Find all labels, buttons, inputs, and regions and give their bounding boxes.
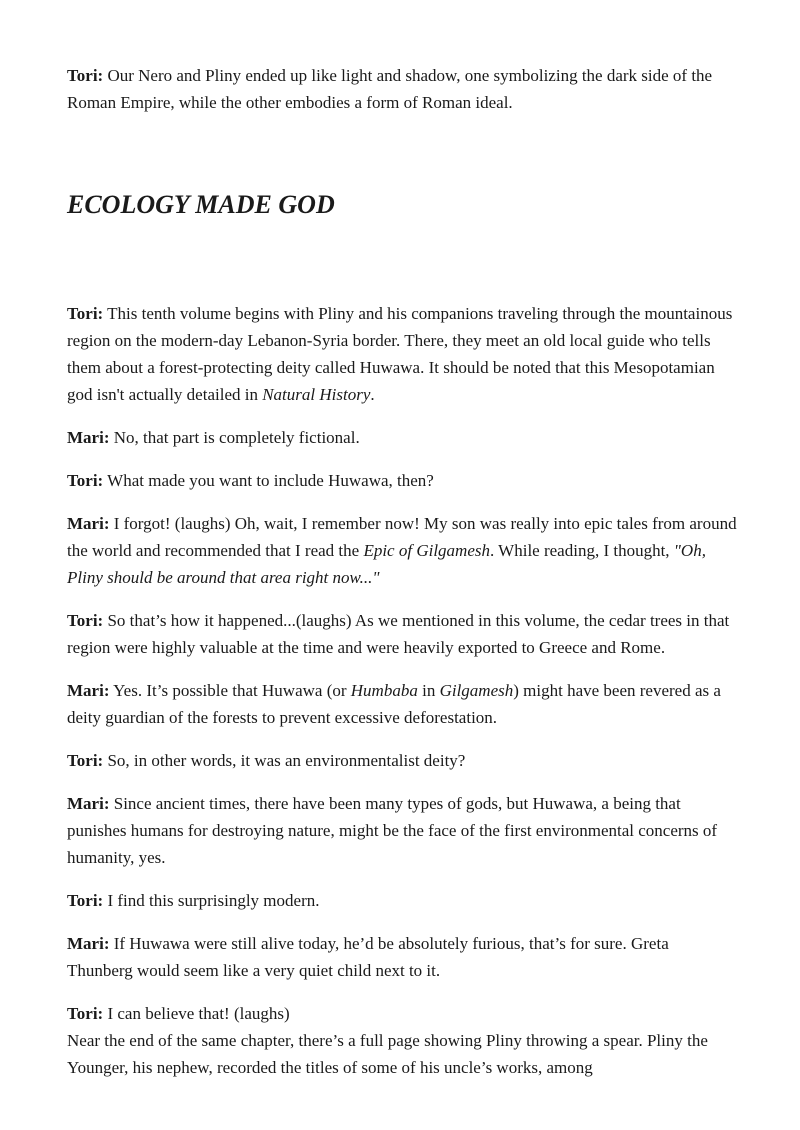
article-page [67,62,737,1097]
book-title: Natural History [262,385,371,404]
dialogue-paragraph [67,790,737,871]
paragraph-text: Our Nero and Pliny ended up like light and shadow, one symbolizing the dark side of the Roman Empire, while the other embodies a form of Roman ideal. [67,66,713,112]
intro-paragraph [67,62,737,116]
paragraph-text: . While reading, I thought, [489,541,674,560]
speaker-name: Tori: [67,891,104,910]
paragraph-text: I find this surprisingly modern. [103,891,320,910]
dialogue-paragraph [67,1000,737,1081]
book-title: Gilgamesh [439,681,514,700]
dialogue-paragraph [67,747,737,774]
deity-name: Humbaba [350,681,418,700]
paragraph-continuation: Near the end of the same chapter, there’s a full page showing Pliny throwing a spear. Pliny the Younger, his nephew, recorded the titles of some of his uncle’s works, among [67,1031,708,1077]
paragraph-text: No, that part is completely fictional. [109,428,360,447]
paragraph-text: If Huwawa were still alive today, he’d be absolutely furious, that’s for sure. Greta Thunberg would seem like a very quiet child next to it. [67,934,669,980]
paragraph-text: ) might have been revered as a deity guardian of the forests to prevent excessive deforestation. [67,681,721,727]
dialogue-paragraph [67,930,737,984]
paragraph-text: in [417,681,440,700]
dialogue-paragraph [67,887,737,914]
paragraph-text: What made you want to include Huwawa, then? [103,471,434,490]
paragraph-text: I forgot! (laughs) Oh, wait, I remember now! My son was really into epic tales from around the world and recommended that I read the [67,514,737,560]
speaker-name: Mari: [67,514,110,533]
paragraph-text: I can believe that! (laughs) [103,1004,290,1023]
paragraph-text: So that’s how it happened...(laughs) As we mentioned in this volume, the cedar trees in that region were highly valuable at the time and were heavily exported to Greece and Rome. [67,611,730,657]
book-title: Epic of Gilgamesh [363,541,490,560]
paragraph-text: So, in other words, it was an environmentalist deity? [103,751,466,770]
dialogue-paragraph [67,607,737,661]
dialogue-paragraph [67,510,737,591]
dialogue-paragraph [67,300,737,408]
section-heading: ECOLOGY MADE GOD [67,190,335,219]
speaker-name: Tori: [67,304,104,323]
speaker-name: Mari: [67,794,110,813]
speaker-name: Tori: [67,611,104,630]
dialogue-paragraph [67,424,737,451]
speaker-name: Tori: [67,1004,104,1023]
speaker-name: Mari: [67,681,110,700]
speaker-name: Mari: [67,428,110,447]
speaker-name: Tori: [67,66,104,85]
speaker-name: Mari: [67,934,110,953]
paragraph-text: This tenth volume begins with Pliny and his companions traveling through the mountainous region on the modern-day Lebanon-Syria border. There, they meet an old local guide who tells them about a forest-protecting deity called Huwawa. It should be noted that this Mesopotamian god isn't actually detailed in [67,304,733,404]
paragraph-text: . [370,385,375,404]
speaker-name: Tori: [67,471,104,490]
dialogue-paragraph [67,467,737,494]
paragraph-text: Since ancient times, there have been many types of gods, but Huwawa, a being that punishes humans for destroying nature, might be the face of the first environmental concerns of humanity, yes. [67,794,718,867]
quoted-thought: "Oh, Pliny should be around that area right now..." [67,541,706,587]
dialogue-paragraph [67,677,737,731]
speaker-name: Tori: [67,751,104,770]
paragraph-text: Yes. It’s possible that Huwawa (or [109,681,351,700]
